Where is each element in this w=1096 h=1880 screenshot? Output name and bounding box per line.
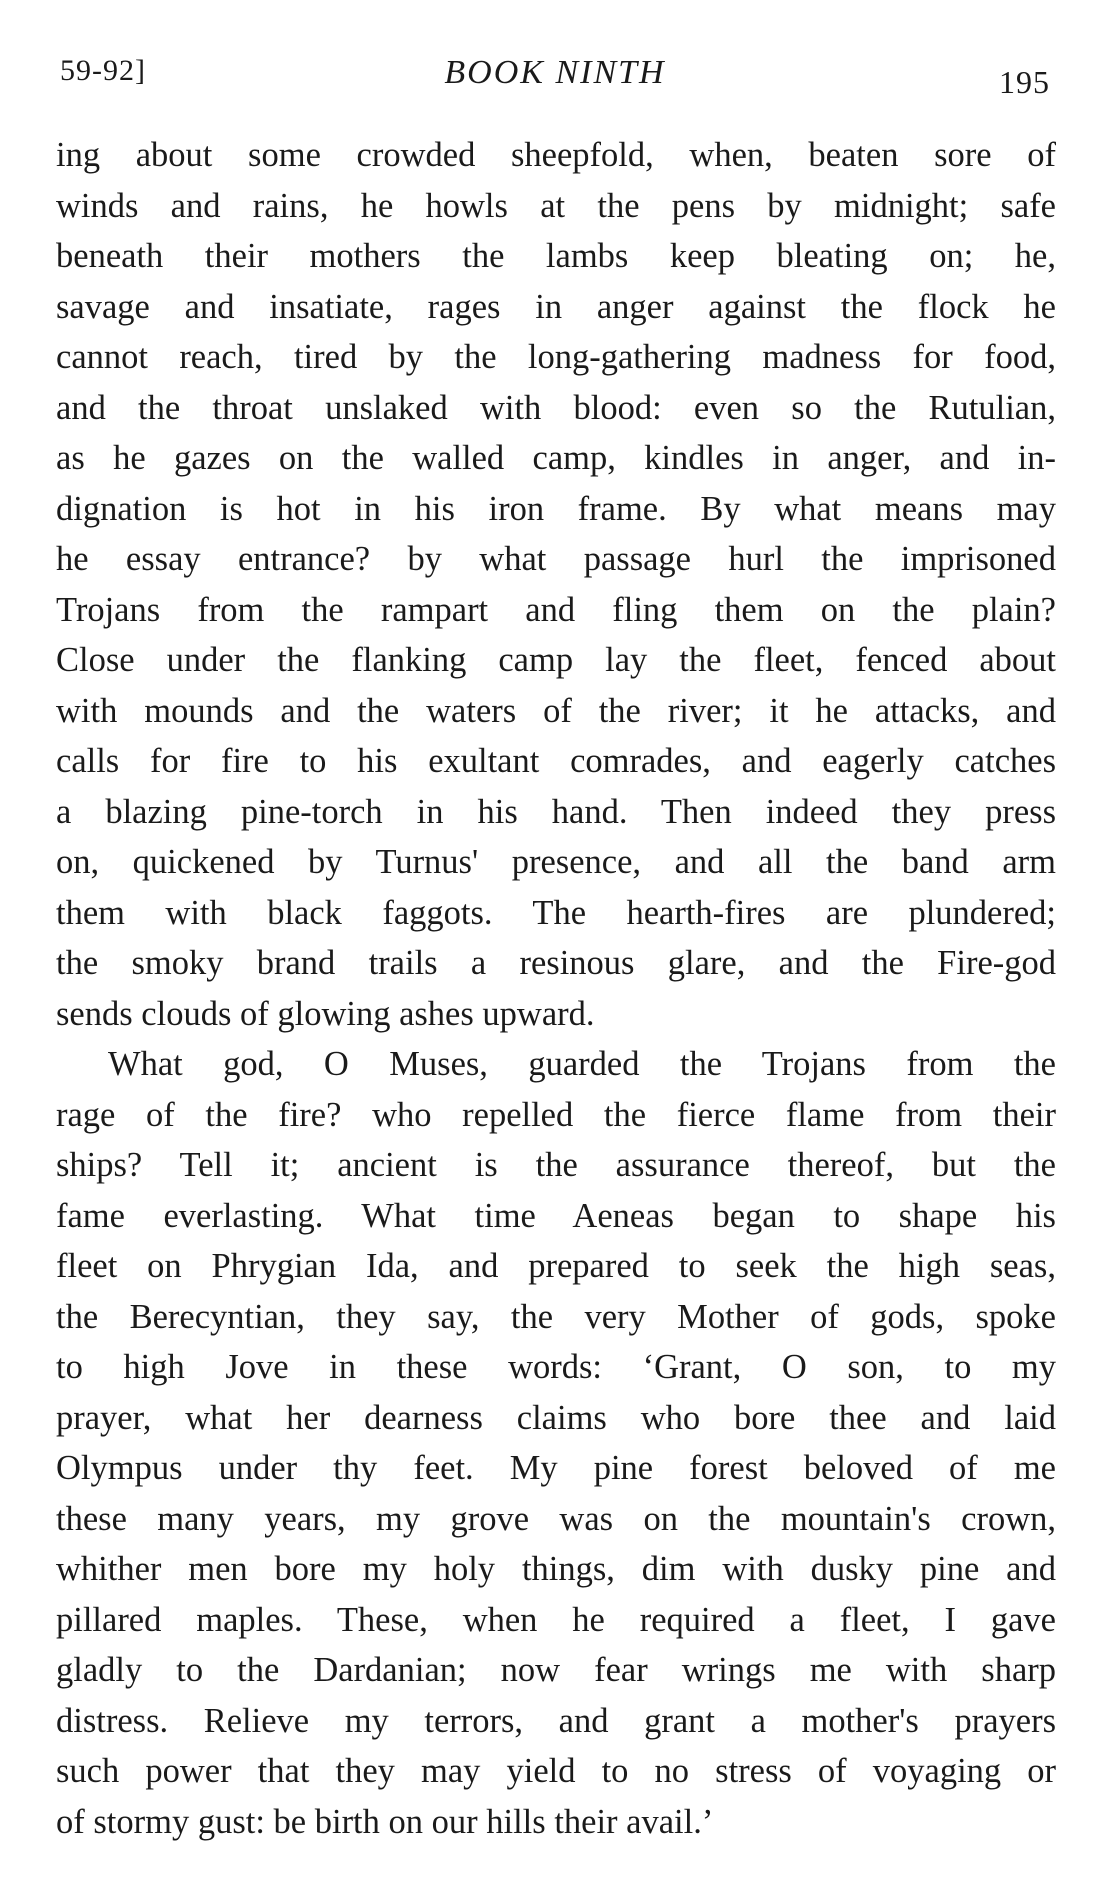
text-line: prayer, what her dearness claims who bore thee and laid (56, 1398, 1056, 1437)
text-line: Trojans from the rampart and fling them on the plain? (56, 590, 1056, 629)
page-number: 195 (999, 64, 1050, 100)
text-line: such power that they may yield to no stress of voyaging or (56, 1752, 1056, 1790)
text-line: ing about some crowded sheepfold, when, beaten sore of (56, 136, 1056, 174)
text-line: whither men bore my holy things, dim with dusky pine and (56, 1550, 1056, 1588)
text-line: fame everlasting. What time Aeneas began to shape his (56, 1196, 1056, 1235)
text-line: distress. Relieve my terrors, and grant a mother's prayers (56, 1701, 1056, 1740)
text-line: these many years, my grove was on the mountain's crown, (56, 1499, 1056, 1538)
text-line: pillared maples. These, when he required a fleet, I gave (56, 1600, 1056, 1639)
text-line: What god, O Muses, guarded the Trojans from the (108, 1045, 1056, 1083)
text-line: ships? Tell it; ancient is the assurance thereof, but the (56, 1146, 1056, 1184)
text-line: cannot reach, tired by the long-gathering madness for food, (56, 338, 1056, 376)
text-line: dignation is hot in his iron frame. By what means may (56, 489, 1056, 528)
text-line: Close under the flanking camp lay the fleet, fenced about (56, 641, 1056, 679)
text-line: fleet on Phrygian Ida, and prepared to seek the high seas, (56, 1247, 1056, 1285)
text-line: he essay entrance? by what passage hurl the imprisoned (56, 540, 1056, 578)
text-line: them with black faggots. The hearth-fires are plundered; (56, 893, 1056, 932)
body-text (56, 130, 1056, 1847)
line-range: 59-92] (60, 54, 146, 87)
text-line: calls for fire to his exultant comrades, and eagerly catches (56, 742, 1056, 780)
text-line: the Berecyntian, they say, the very Mother of gods, spoke (56, 1297, 1056, 1336)
text-line: Olympus under thy feet. My pine forest beloved of me (56, 1449, 1056, 1487)
text-line: winds and rains, he howls at the pens by midnight; safe (56, 186, 1056, 225)
text-line: beneath their mothers the lambs keep bleating on; he, (56, 237, 1056, 275)
text-line: the smoky brand trails a resinous glare, and the Fire-god (56, 944, 1056, 982)
text-line: as he gazes on the walled camp, kindles in anger, and in- (56, 439, 1056, 477)
text-line: to high Jove in these words: ‘Grant, O son, to my (56, 1348, 1056, 1386)
text-line: with mounds and the waters of the river; it he attacks, and (56, 691, 1056, 730)
text-line: of stormy gust: be birth on our hills their avail.’ (56, 1802, 714, 1841)
text-line: on, quickened by Turnus' presence, and all the band arm (56, 843, 1056, 881)
text-line: savage and insatiate, rages in anger against the flock he (56, 287, 1056, 326)
text-line: gladly to the Dardanian; now fear wrings me with sharp (56, 1651, 1056, 1689)
paragraph-2 (56, 1039, 1056, 1847)
text-line: and the throat unslaked with blood: even so the Rutulian, (56, 388, 1056, 427)
paragraph-1 (56, 130, 1056, 1039)
running-header (60, 54, 1050, 104)
running-title: BOOK NINTH (444, 54, 666, 91)
text-line: sends clouds of glowing ashes upward. (56, 994, 595, 1033)
text-line: rage of the fire? who repelled the fierce flame from their (56, 1095, 1056, 1134)
text-line: a blazing pine-torch in his hand. Then indeed they press (56, 792, 1056, 831)
